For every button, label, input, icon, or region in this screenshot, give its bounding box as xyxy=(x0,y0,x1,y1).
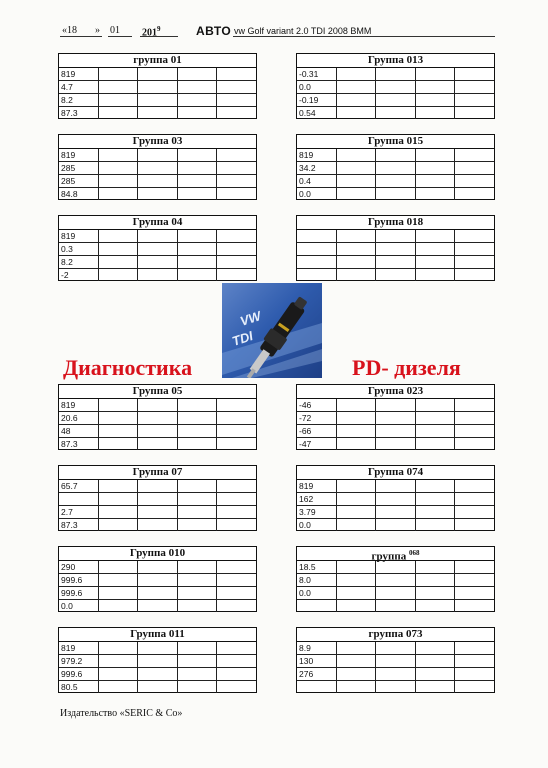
cell-value: -46 xyxy=(297,399,336,412)
cell-value: 8.2 xyxy=(59,94,98,107)
group-title: Группа 074 xyxy=(297,466,494,480)
cell-value: 819 xyxy=(297,149,336,162)
date-year: $201^9$ xyxy=(142,25,161,39)
cell-value: 87.3 xyxy=(59,438,98,451)
cell-value xyxy=(297,269,336,282)
cell-value: 162 xyxy=(297,493,336,506)
underline-month xyxy=(108,36,132,37)
cell-value: 0.4 xyxy=(297,175,336,188)
underline-day xyxy=(60,36,102,37)
underline-car xyxy=(233,36,495,37)
group-title: Группа 03 xyxy=(59,135,256,149)
cell-value: 979.2 xyxy=(59,655,98,668)
injector-photo xyxy=(222,283,322,378)
group-07-table xyxy=(58,465,257,531)
photo-text-vw: VW xyxy=(238,308,263,329)
cell-value xyxy=(297,600,336,613)
cell-value: 0.0 xyxy=(297,188,336,201)
cell-value xyxy=(297,243,336,256)
cell-value: 276 xyxy=(297,668,336,681)
cell-value: 87.3 xyxy=(59,519,98,532)
cell-value: 0.0 xyxy=(297,587,336,600)
cell-value: 819 xyxy=(59,399,98,412)
cell-value: 80.5 xyxy=(59,681,98,694)
group-018-table xyxy=(296,215,495,281)
cell-value: 819 xyxy=(297,480,336,493)
group-01-table xyxy=(58,53,257,119)
group-04-table xyxy=(58,215,257,281)
group-title: группа $^{068}$ xyxy=(297,547,494,561)
cell-value: -0.19 xyxy=(297,94,336,107)
date-separator: » xyxy=(95,25,100,36)
group-03-table xyxy=(58,134,257,200)
cell-value xyxy=(297,256,336,269)
cell-value: 87.3 xyxy=(59,107,98,120)
cell-value: 819 xyxy=(59,230,98,243)
cell-value: 819 xyxy=(59,149,98,162)
cell-value: 18.5 xyxy=(297,561,336,574)
cell-value: 84.8 xyxy=(59,188,98,201)
cell-value: -2 xyxy=(59,269,98,282)
cell-value: -72 xyxy=(297,412,336,425)
group-title: Группа 04 xyxy=(59,216,256,230)
group-title: Группа 010 xyxy=(59,547,256,561)
cell-value: 0.54 xyxy=(297,107,336,120)
cell-value xyxy=(297,681,336,694)
group-title: группа 073 xyxy=(297,628,494,642)
group-073-table xyxy=(296,627,495,693)
cell-value: -47 xyxy=(297,438,336,451)
cell-value: 4.7 xyxy=(59,81,98,94)
cell-value: 130 xyxy=(297,655,336,668)
group-title: группа 01 xyxy=(59,54,256,68)
cell-value: 20.6 xyxy=(59,412,98,425)
group-011-table xyxy=(58,627,257,693)
cell-value: -0.31 xyxy=(297,68,336,81)
cell-value: 290 xyxy=(59,561,98,574)
cell-value xyxy=(297,230,336,243)
group-title: Группа 013 xyxy=(297,54,494,68)
heading-pd-diesel: PD- дизеля xyxy=(352,355,461,380)
cell-value: 999.6 xyxy=(59,574,98,587)
cell-value: 999.6 xyxy=(59,587,98,600)
group-title: Группа 011 xyxy=(59,628,256,642)
cell-value: 8.9 xyxy=(297,642,336,655)
cell-value: 8.0 xyxy=(297,574,336,587)
cell-value: 0.0 xyxy=(59,600,98,613)
cell-value: 0.3 xyxy=(59,243,98,256)
cell-value: -66 xyxy=(297,425,336,438)
cell-value: 0.0 xyxy=(297,519,336,532)
cell-value: 3.79 xyxy=(297,506,336,519)
publisher-footer: Издательство «SERIC & Co» xyxy=(60,708,183,719)
group-title: Группа 015 xyxy=(297,135,494,149)
date-month: 01 xyxy=(110,25,120,36)
cell-value: 34.2 xyxy=(297,162,336,175)
underline-year xyxy=(140,36,178,37)
photo-text-tdi: TDI xyxy=(230,328,255,349)
cell-value: 819 xyxy=(59,642,98,655)
group-023-table xyxy=(296,384,495,450)
auto-label: АВТО xyxy=(196,24,232,38)
group-010-table xyxy=(58,546,257,612)
group-title: Группа 07 xyxy=(59,466,256,480)
group-013-table xyxy=(296,53,495,119)
cell-value: 8.2 xyxy=(59,256,98,269)
group-074-table xyxy=(296,465,495,531)
group-title: Группа 023 xyxy=(297,385,494,399)
cell-value: 2.7 xyxy=(59,506,98,519)
cell-value: 819 xyxy=(59,68,98,81)
group-068-table xyxy=(296,546,495,612)
date-day: «18 xyxy=(62,25,77,36)
cell-value: 65.7 xyxy=(59,480,98,493)
group-015-table xyxy=(296,134,495,200)
cell-value: 0.0 xyxy=(297,81,336,94)
group-title: Группа 018 xyxy=(297,216,494,230)
cell-value: 285 xyxy=(59,162,98,175)
car-model: vw Golf variant 2.0 TDI 2008 BMM xyxy=(234,26,372,36)
cell-value: 48 xyxy=(59,425,98,438)
cell-value xyxy=(59,493,98,506)
group-05-table xyxy=(58,384,257,450)
group-title: Группа 05 xyxy=(59,385,256,399)
cell-value: 999.6 xyxy=(59,668,98,681)
cell-value: 285 xyxy=(59,175,98,188)
heading-diagnostics: Диагностика xyxy=(63,355,193,380)
